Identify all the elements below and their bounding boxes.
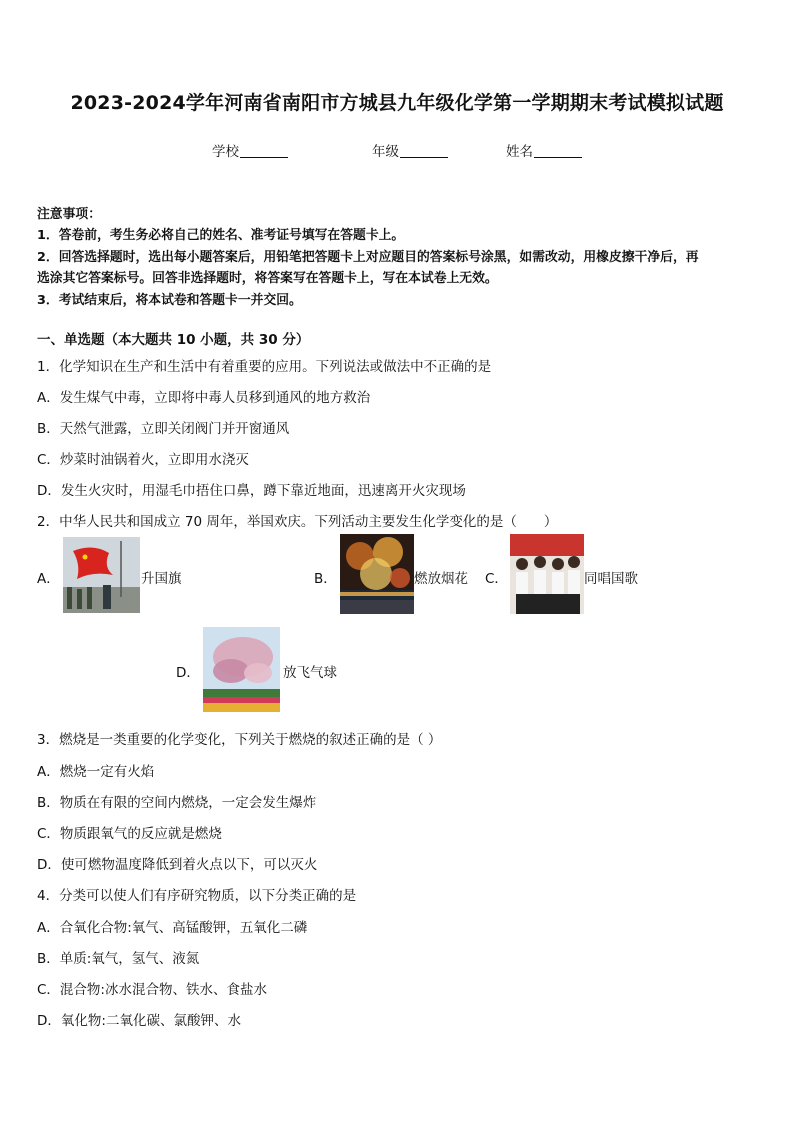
note-item: 2．回答选择题时，选出每小题答案后，用铅笔把答题卡上对应题目的答案标号涂黑，如需改动，用橡皮擦干净后，再 [37, 250, 699, 265]
question-1-option-a: A．发生煤气中毒，立即将中毒人员移到通风的地方救治 [37, 390, 371, 406]
question-4-option-d: D．氧化物:二氧化碳、氯酸钾、水 [37, 1013, 241, 1029]
question-3-option-b: B．物质在有限的空间内燃烧，一定会发生爆炸 [37, 795, 317, 811]
question-3-option-c: C．物质跟氧气的反应就是燃烧 [37, 826, 222, 842]
grade-field [372, 140, 448, 160]
question-3-option-a: A．燃烧一定有火焰 [37, 764, 155, 780]
question-2-stem: 2．中华人民共和国成立 70 周年，举国欢庆。下列活动主要发生化学变化的是（ ） [37, 514, 558, 530]
note-item: 3．考试结束后，将本试卷和答题卡一并交回。 [37, 293, 302, 308]
question-4-option-a: A．合氧化合物:氧气、高锰酸钾，五氧化二磷 [37, 920, 308, 936]
question-1-stem: 1．化学知识在生产和生活中有着重要的应用。下列说法或做法中不正确的是 [37, 359, 492, 375]
grade-label: 年级 [372, 144, 399, 160]
question-2-option-c-text: 同唱国歌 [584, 571, 638, 587]
question-2-option-c-letter: C． [485, 571, 508, 587]
note-item: 选涂其它答案标号。回答非选择题时，将答案写在答题卡上，写在本试卷上无效。 [37, 271, 498, 286]
question-4-option-b: B．单质:氧气，氢气、液氮 [37, 951, 200, 967]
question-3-stem: 3．燃烧是一类重要的化学变化，下列关于燃烧的叙述正确的是（ ） [37, 732, 442, 748]
question-2-option-b-letter: B． [314, 571, 337, 587]
question-4-option-c: C．混合物:冰水混合物、铁水、食盐水 [37, 982, 267, 998]
notes-heading: 注意事项： [37, 207, 101, 222]
question-1-option-d: D．发生火灾时，用湿毛巾捂住口鼻，蹲下靠近地面，迅速离开火灾现场 [37, 483, 466, 499]
question-2-option-a-letter: A． [37, 571, 60, 587]
name-field [506, 140, 582, 160]
grade-blank[interactable] [400, 144, 448, 158]
balloons-photo-icon [203, 627, 280, 712]
fireworks-photo-icon [340, 534, 414, 614]
singing-crowd-photo-icon [510, 534, 584, 614]
note-item: 1．答卷前，考生务必将自己的姓名、准考证号填写在答题卡上。 [37, 228, 405, 243]
question-2-option-d-text: 放飞气球 [283, 665, 337, 681]
school-field [212, 140, 288, 160]
name-blank[interactable] [534, 144, 582, 158]
question-1-option-c: C．炒菜时油锅着火，立即用水浇灭 [37, 452, 249, 468]
question-4-stem: 4．分类可以使人们有序研究物质，以下分类正确的是 [37, 888, 357, 904]
flag-raising-photo-icon [63, 537, 140, 613]
section-heading: 一、单选题（本大题共 10 小题，共 30 分） [37, 332, 310, 348]
school-label: 学校 [212, 144, 239, 160]
school-blank[interactable] [240, 144, 288, 158]
question-3-option-d: D．使可燃物温度降低到着火点以下，可以灭火 [37, 857, 318, 873]
question-2-option-a-text: 升国旗 [141, 571, 182, 587]
exam-title: 2023-2024学年河南省南阳市方城县九年级化学第一学期期末考试模拟试题 [70, 92, 724, 114]
name-label: 姓名 [506, 144, 533, 160]
question-2-option-d-letter: D． [176, 665, 200, 681]
question-1-option-b: B．天然气泄露，立即关闭阀门并开窗通风 [37, 421, 290, 437]
question-2-option-b-text: 燃放烟花 [414, 571, 468, 587]
